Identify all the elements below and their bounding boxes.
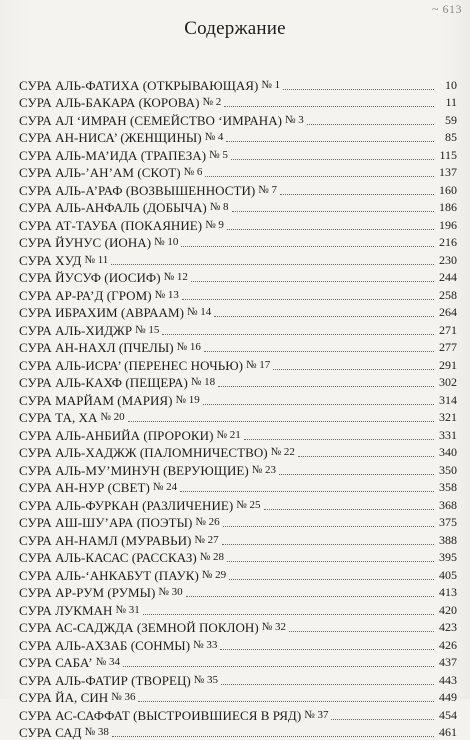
- toc-entry: [19, 548, 457, 566]
- toc-entry-number: № 26: [195, 515, 219, 530]
- toc-entry-page: 405: [437, 568, 457, 583]
- toc-entry-title: СУРА АН-НУР (СВЕТ): [19, 480, 150, 495]
- dot-leader: [227, 561, 434, 562]
- toc-entry-page: 244: [437, 270, 457, 285]
- toc-entry: [19, 670, 457, 688]
- dot-leader: [226, 141, 434, 142]
- dot-leader: [220, 649, 434, 650]
- toc-entry-page: 277: [437, 340, 457, 355]
- toc-entry-number: № 20: [100, 410, 124, 425]
- toc-entry-title: СУРА АТ-ТАУБА (ПОКАЯНИЕ): [19, 218, 202, 233]
- toc-entry-number: № 4: [205, 130, 224, 145]
- toc-entry-number: № 11: [84, 253, 108, 268]
- toc-entry-number: № 12: [164, 270, 188, 285]
- toc-entry-number: № 13: [155, 288, 179, 303]
- toc-entry-title: СУРА АЛЬ-‘АНКАБУТ (ПАУК): [19, 568, 199, 583]
- toc-entry: [19, 478, 457, 496]
- toc-entry: [19, 653, 457, 671]
- toc-entry-number: № 38: [85, 725, 109, 740]
- toc-entry: [19, 180, 457, 198]
- dot-leader: [279, 474, 434, 475]
- toc-entry-page: 137: [437, 165, 457, 180]
- dot-leader: [181, 246, 434, 247]
- toc-entry: [19, 250, 457, 268]
- toc-entry-page: 291: [437, 358, 457, 373]
- dot-leader: [205, 176, 434, 177]
- toc-entry-title: СУРА АЛЬ-ИСРА’ (ПЕРЕНЕС НОЧЬЮ): [19, 358, 243, 373]
- toc-entry-number: № 17: [246, 358, 270, 373]
- dot-leader: [182, 299, 434, 300]
- toc-entry-title: СУРА ИБРАХИМ (АВРААМ): [19, 305, 184, 320]
- toc-entry-page: 358: [437, 480, 457, 495]
- dot-leader: [218, 386, 434, 387]
- toc-entry: [19, 355, 457, 373]
- toc-entry-page: 340: [437, 445, 457, 460]
- toc-entry: [19, 723, 457, 740]
- toc-entry: [19, 110, 457, 128]
- toc-entry-number: № 6: [184, 165, 203, 180]
- dot-leader: [331, 719, 434, 720]
- toc-entry: [19, 408, 457, 426]
- dot-leader: [123, 666, 434, 667]
- dot-leader: [223, 526, 434, 527]
- toc-entry-page: 216: [437, 235, 457, 250]
- toc-entry-page: 375: [437, 515, 457, 530]
- toc-entry: [19, 75, 457, 93]
- toc-entry-title: СУРА АЛЬ-КАХФ (ПЕЩЕРА): [19, 375, 188, 390]
- toc-entry: [19, 705, 457, 723]
- toc-entry-number: № 36: [111, 690, 135, 705]
- toc-entry-page: 413: [437, 585, 457, 600]
- toc-entry-page: 368: [437, 498, 457, 513]
- dot-leader: [138, 701, 434, 702]
- dot-leader: [264, 509, 434, 510]
- toc-entry-number: № 30: [158, 585, 182, 600]
- toc-entry-page: 461: [437, 725, 457, 740]
- page-number-header: ~ 613: [432, 2, 462, 17]
- toc-entry-page: 196: [437, 218, 457, 233]
- toc-entry-title: СУРА АР-РА’Д (ГРОМ): [19, 288, 152, 303]
- toc-entry-number: № 19: [176, 393, 200, 408]
- dot-leader: [214, 316, 434, 317]
- table-of-contents: [19, 75, 457, 740]
- dot-leader: [222, 544, 434, 545]
- toc-entry: [19, 530, 457, 548]
- page-title: Содержание: [0, 18, 470, 40]
- dot-leader: [280, 194, 434, 195]
- toc-entry-number: № 3: [285, 113, 304, 128]
- toc-entry-number: № 8: [210, 200, 229, 215]
- dot-leader: [112, 736, 434, 737]
- toc-entry-number: № 35: [194, 673, 218, 688]
- toc-entry-title: СУРА САД: [19, 725, 82, 740]
- dot-leader: [180, 491, 434, 492]
- dot-leader: [224, 106, 434, 107]
- toc-entry-number: № 25: [236, 498, 260, 513]
- toc-entry-title: СУРА САБА’: [19, 655, 93, 670]
- toc-entry-title: СУРА АЛЬ-МУ’МИНУН (ВЕРУЮЩИЕ): [19, 463, 249, 478]
- toc-entry-title: СУРА АН-НИСА’ (ЖЕНЩИНЫ): [19, 130, 202, 145]
- toc-entry-number: № 27: [194, 533, 218, 548]
- dot-leader: [204, 351, 434, 352]
- dot-leader: [111, 264, 434, 265]
- toc-entry-title: СУРА АЛЬ-АНФАЛЬ (ДОБЫЧА): [19, 200, 207, 215]
- toc-entry-page: 271: [437, 323, 457, 338]
- dot-leader: [231, 159, 434, 160]
- toc-entry: [19, 618, 457, 636]
- toc-entry: [19, 268, 457, 286]
- toc-entry-number: № 22: [271, 445, 295, 460]
- toc-entry-title: СУРА АЛЬ-АНБИЙА (ПРОРОКИ): [19, 428, 213, 443]
- toc-entry: [19, 163, 457, 181]
- toc-entry-page: 350: [437, 463, 457, 478]
- toc-entry: [19, 128, 457, 146]
- toc-entry: [19, 215, 457, 233]
- toc-entry-page: 186: [437, 200, 457, 215]
- toc-entry-title: СУРА АН-НАМЛ (МУРАВЬИ): [19, 533, 191, 548]
- toc-entry-number: № 31: [116, 603, 140, 618]
- toc-entry: [19, 600, 457, 618]
- toc-entry-number: № 1: [261, 78, 280, 93]
- dot-leader: [143, 614, 434, 615]
- toc-entry-number: № 21: [216, 428, 240, 443]
- toc-entry-page: 10: [437, 78, 457, 93]
- dot-leader: [283, 89, 434, 90]
- toc-entry-page: 302: [437, 375, 457, 390]
- toc-entry-page: 449: [437, 690, 457, 705]
- toc-entry-title: СУРА АЛЬ-ХАДЖЖ (ПАЛОМНИЧЕСТВО): [19, 445, 268, 460]
- toc-entry-number: № 29: [202, 568, 226, 583]
- dot-leader: [227, 229, 434, 230]
- toc-entry-number: № 24: [153, 480, 177, 495]
- toc-entry: [19, 443, 457, 461]
- toc-entry: [19, 338, 457, 356]
- toc-entry-title: СУРА АН-НАХЛ (ПЧЕЛЫ): [19, 340, 174, 355]
- dot-leader: [186, 596, 434, 597]
- toc-entry-title: СУРА ЛУКМАН: [19, 603, 113, 618]
- dot-leader: [307, 124, 434, 125]
- toc-entry: [19, 233, 457, 251]
- toc-entry-title: СУРА АЛЬ-МА’ИДА (ТРАПЕЗА): [19, 148, 206, 163]
- toc-entry-page: 59: [437, 113, 457, 128]
- toc-entry-number: № 23: [252, 463, 276, 478]
- toc-entry-page: 160: [437, 183, 457, 198]
- toc-entry-page: 420: [437, 603, 457, 618]
- toc-entry-number: № 5: [209, 148, 228, 163]
- toc-entry: [19, 93, 457, 111]
- toc-entry: [19, 513, 457, 531]
- toc-entry-page: 115: [437, 148, 457, 163]
- toc-entry-number: № 7: [258, 183, 277, 198]
- toc-entry-number: № 33: [193, 638, 217, 653]
- toc-entry-title: СУРА АЛЬ-ФУРКАН (РАЗЛИЧЕНИЕ): [19, 498, 233, 513]
- toc-entry-page: 426: [437, 638, 457, 653]
- toc-entry-title: СУРА ТА, ХА: [19, 410, 97, 425]
- toc-entry: [19, 373, 457, 391]
- toc-entry: [19, 688, 457, 706]
- dot-leader: [203, 404, 434, 405]
- toc-entry: [19, 425, 457, 443]
- dot-leader: [289, 631, 434, 632]
- toc-entry-title: СУРА АШ-ШУ’АРА (ПОЭТЫ): [19, 515, 192, 530]
- toc-entry: [19, 285, 457, 303]
- dot-leader: [229, 579, 434, 580]
- toc-entry-title: СУРА ХУД: [19, 253, 81, 268]
- toc-entry: [19, 495, 457, 513]
- toc-entry-title: СУРА МАРЙАМ (МАРИЯ): [19, 393, 173, 408]
- toc-entry-page: 423: [437, 620, 457, 635]
- toc-entry-number: № 15: [135, 323, 159, 338]
- dot-leader: [232, 211, 434, 212]
- toc-entry-page: 331: [437, 428, 457, 443]
- dot-leader: [273, 369, 434, 370]
- toc-entry-number: № 34: [96, 655, 120, 670]
- toc-entry-title: СУРА АР-РУМ (РУМЫ): [19, 585, 155, 600]
- toc-entry: [19, 460, 457, 478]
- toc-entry-title: СУРА АЛЬ-КАСАС (РАССКАЗ): [19, 550, 197, 565]
- toc-entry-page: 264: [437, 305, 457, 320]
- toc-entry-page: 443: [437, 673, 457, 688]
- toc-entry-title: СУРА АС-САДЖДА (ЗЕМНОЙ ПОКЛОН): [19, 620, 259, 635]
- toc-entry-page: 395: [437, 550, 457, 565]
- dot-leader: [298, 456, 434, 457]
- toc-entry-number: № 10: [154, 235, 178, 250]
- toc-entry-number: № 14: [187, 305, 211, 320]
- toc-entry-page: 314: [437, 393, 457, 408]
- toc-entry: [19, 583, 457, 601]
- toc-entry: [19, 565, 457, 583]
- toc-entry-title: СУРА ЙА, СИН: [19, 690, 108, 705]
- toc-entry-page: 321: [437, 410, 457, 425]
- dot-leader: [128, 421, 434, 422]
- dot-leader: [244, 439, 434, 440]
- toc-entry-title: СУРА АЛЬ-БАКАРА (КОРОВА): [19, 95, 199, 110]
- toc-entry-title: СУРА ЙУНУС (ИОНА): [19, 235, 151, 250]
- dot-leader: [221, 684, 434, 685]
- toc-entry: [19, 145, 457, 163]
- toc-entry-number: № 16: [177, 340, 201, 355]
- toc-entry-number: № 32: [262, 620, 286, 635]
- toc-entry-page: 230: [437, 253, 457, 268]
- toc-entry-page: 85: [437, 130, 457, 145]
- toc-entry-number: № 2: [202, 95, 221, 110]
- toc-entry-page: 388: [437, 533, 457, 548]
- toc-entry-title: СУРА АС-САФФАТ (ВЫСТРОИВШИЕСЯ В РЯД): [19, 708, 301, 723]
- toc-entry-title: СУРА АЛ ‘ИМРАН (СЕМЕЙСТВО ‘ИМРАНА): [19, 113, 282, 128]
- toc-entry: [19, 303, 457, 321]
- toc-entry-page: 437: [437, 655, 457, 670]
- toc-entry-title: СУРА АЛЬ-ФАТИХА (ОТКРЫВАЮЩАЯ): [19, 78, 258, 93]
- toc-entry-number: № 9: [205, 218, 224, 233]
- toc-entry: [19, 390, 457, 408]
- toc-entry-number: № 18: [191, 375, 215, 390]
- toc-entry: [19, 635, 457, 653]
- toc-entry-title: СУРА АЛЬ-’АН’АМ (СКОТ): [19, 165, 181, 180]
- toc-entry-title: СУРА ЙУСУФ (ИОСИФ): [19, 270, 161, 285]
- toc-entry-title: СУРА АЛЬ-АХЗАБ (СОНМЫ): [19, 638, 190, 653]
- toc-entry-title: СУРА АЛЬ-ХИДЖР: [19, 323, 132, 338]
- dot-leader: [162, 334, 434, 335]
- dot-leader: [191, 281, 434, 282]
- toc-entry-title: СУРА АЛЬ-А’РАФ (ВОЗВЫШЕННОСТИ): [19, 183, 255, 198]
- toc-entry-number: № 37: [304, 708, 328, 723]
- toc-entry-page: 258: [437, 288, 457, 303]
- toc-entry: [19, 320, 457, 338]
- toc-entry: [19, 198, 457, 216]
- toc-entry-title: СУРА АЛЬ-ФАТИР (ТВОРЕЦ): [19, 673, 191, 688]
- toc-entry-page: 454: [437, 708, 457, 723]
- toc-entry-number: № 28: [200, 550, 224, 565]
- toc-entry-page: 11: [437, 95, 457, 110]
